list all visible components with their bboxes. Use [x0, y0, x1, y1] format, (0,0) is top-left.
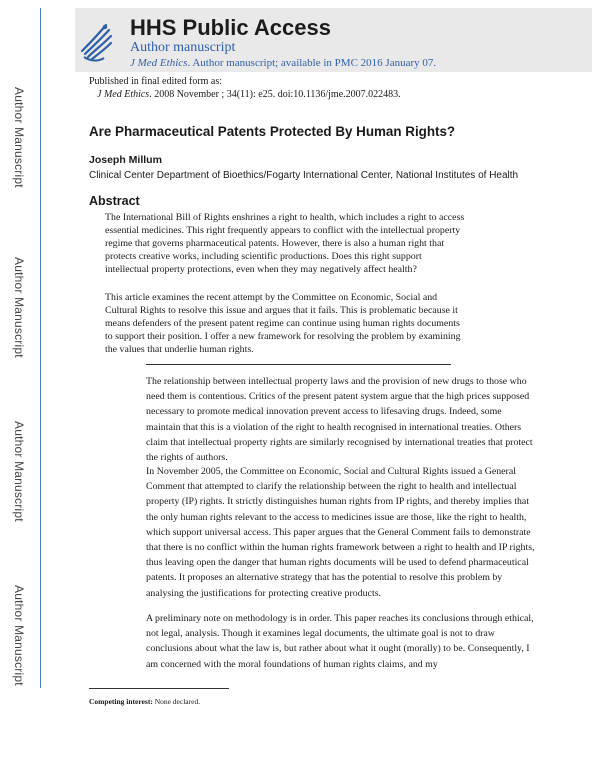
header-availability-text: . Author manuscript; available in PMC 2016 January 07.	[187, 57, 437, 69]
sidebar-label-author-manuscript: Author Manuscript	[12, 420, 26, 522]
citation-text: . 2008 November ; 34(11): e25. doi:10.1136/jme.2007.022483.	[149, 89, 401, 100]
abstract-heading: Abstract	[89, 194, 140, 208]
author-name: Joseph Millum	[89, 154, 162, 166]
header-title: HHS Public Access	[130, 15, 331, 40]
abstract-paragraph: This article examines the recent attempt by the Committee on Economic, Social and Cultural Rights to resolve this issue and argues that it fails. This is problematic because it means defenders of the present patent regime can continue using human rights documents to support their position. I offer a new framework for resolving the problem by examining the values that underlie human rights.	[105, 292, 461, 355]
body-paragraph: The relationship between intellectual property laws and the provision of new drugs to those who need them is contentious. Critics of the present patent system argue that the high prices supposed necessary to promote medical innovation prevent access to lifesaving drugs. Indeed, some maintain that this is a violation of the right to health recognised in international treaties. Others claim that intellectual property rights are similarly recognised by international treaties that protect the rights of authors.	[146, 376, 533, 464]
body-paragraph: In November 2005, the Committee on Economic, Social and Cultural Rights issued a General Comment that attempted to clarify the relationship between the right to health and intellectual property (IP) rights. It strictly distinguishes human rights from IP rights, and thereby implies that the only human rights relevant to the access to medicines issue are those, like the right to health, which support universal access. This paper argues that the General Comment fails to demonstrate that there is no conflict within the human rights framework between a right to health and IP rights, thus leaving open the danger that human rights documents will be used to defend pharmaceutical patents. It proposes an alternative strategy that has the potential to resolve this problem by analysing the justifications for protecting creative products.	[146, 466, 535, 599]
author-affiliation: Clinical Center Department of Bioethics/Fogarty International Center, National Institutes of Health	[89, 170, 519, 181]
footnote-label: Competing interest:	[89, 697, 153, 706]
header-subtitle: Author manuscript	[130, 40, 236, 55]
section-divider	[146, 364, 451, 365]
sidebar-label-author-manuscript: Author Manuscript	[12, 584, 26, 686]
sidebar-label-author-manuscript: Author Manuscript	[12, 256, 26, 358]
article-title: Are Pharmaceutical Patents Protected By Human Rights?	[89, 124, 456, 139]
abstract-paragraph: The International Bill of Rights enshrines a right to health, which includes a right to access essential medicines. This right frequently appears to conflict with the intellectual property regime that governs pharmaceutical patents. However, there is also a human right that protects creative works, including scientific productions. Does this right support intellectual property protections, even when they may negatively affect health?	[105, 212, 465, 275]
citation	[97, 89, 401, 100]
header-journal: J Med Ethics	[130, 57, 188, 69]
footnote-text: None declared.	[152, 697, 201, 706]
footnote	[89, 697, 200, 706]
header-availability	[130, 57, 436, 69]
published-label: Published in final edited form as:	[89, 76, 223, 87]
hhs-eagle-logo-icon	[78, 17, 114, 65]
sidebar-label-author-manuscript: Author Manuscript	[12, 86, 26, 188]
footnote-rule	[89, 688, 229, 689]
citation-journal: J Med Ethics	[97, 89, 150, 100]
body-paragraph: A preliminary note on methodology is in order. This paper reaches its conclusions through ethical, not legal, analysis. Though it examines legal documents, the ultimate goal is not to draw conclusions about what the law is, but rather about what it ought (morally) to be. Consequently, I am concerned with the moral foundations of human rights claims, and my	[146, 613, 534, 670]
